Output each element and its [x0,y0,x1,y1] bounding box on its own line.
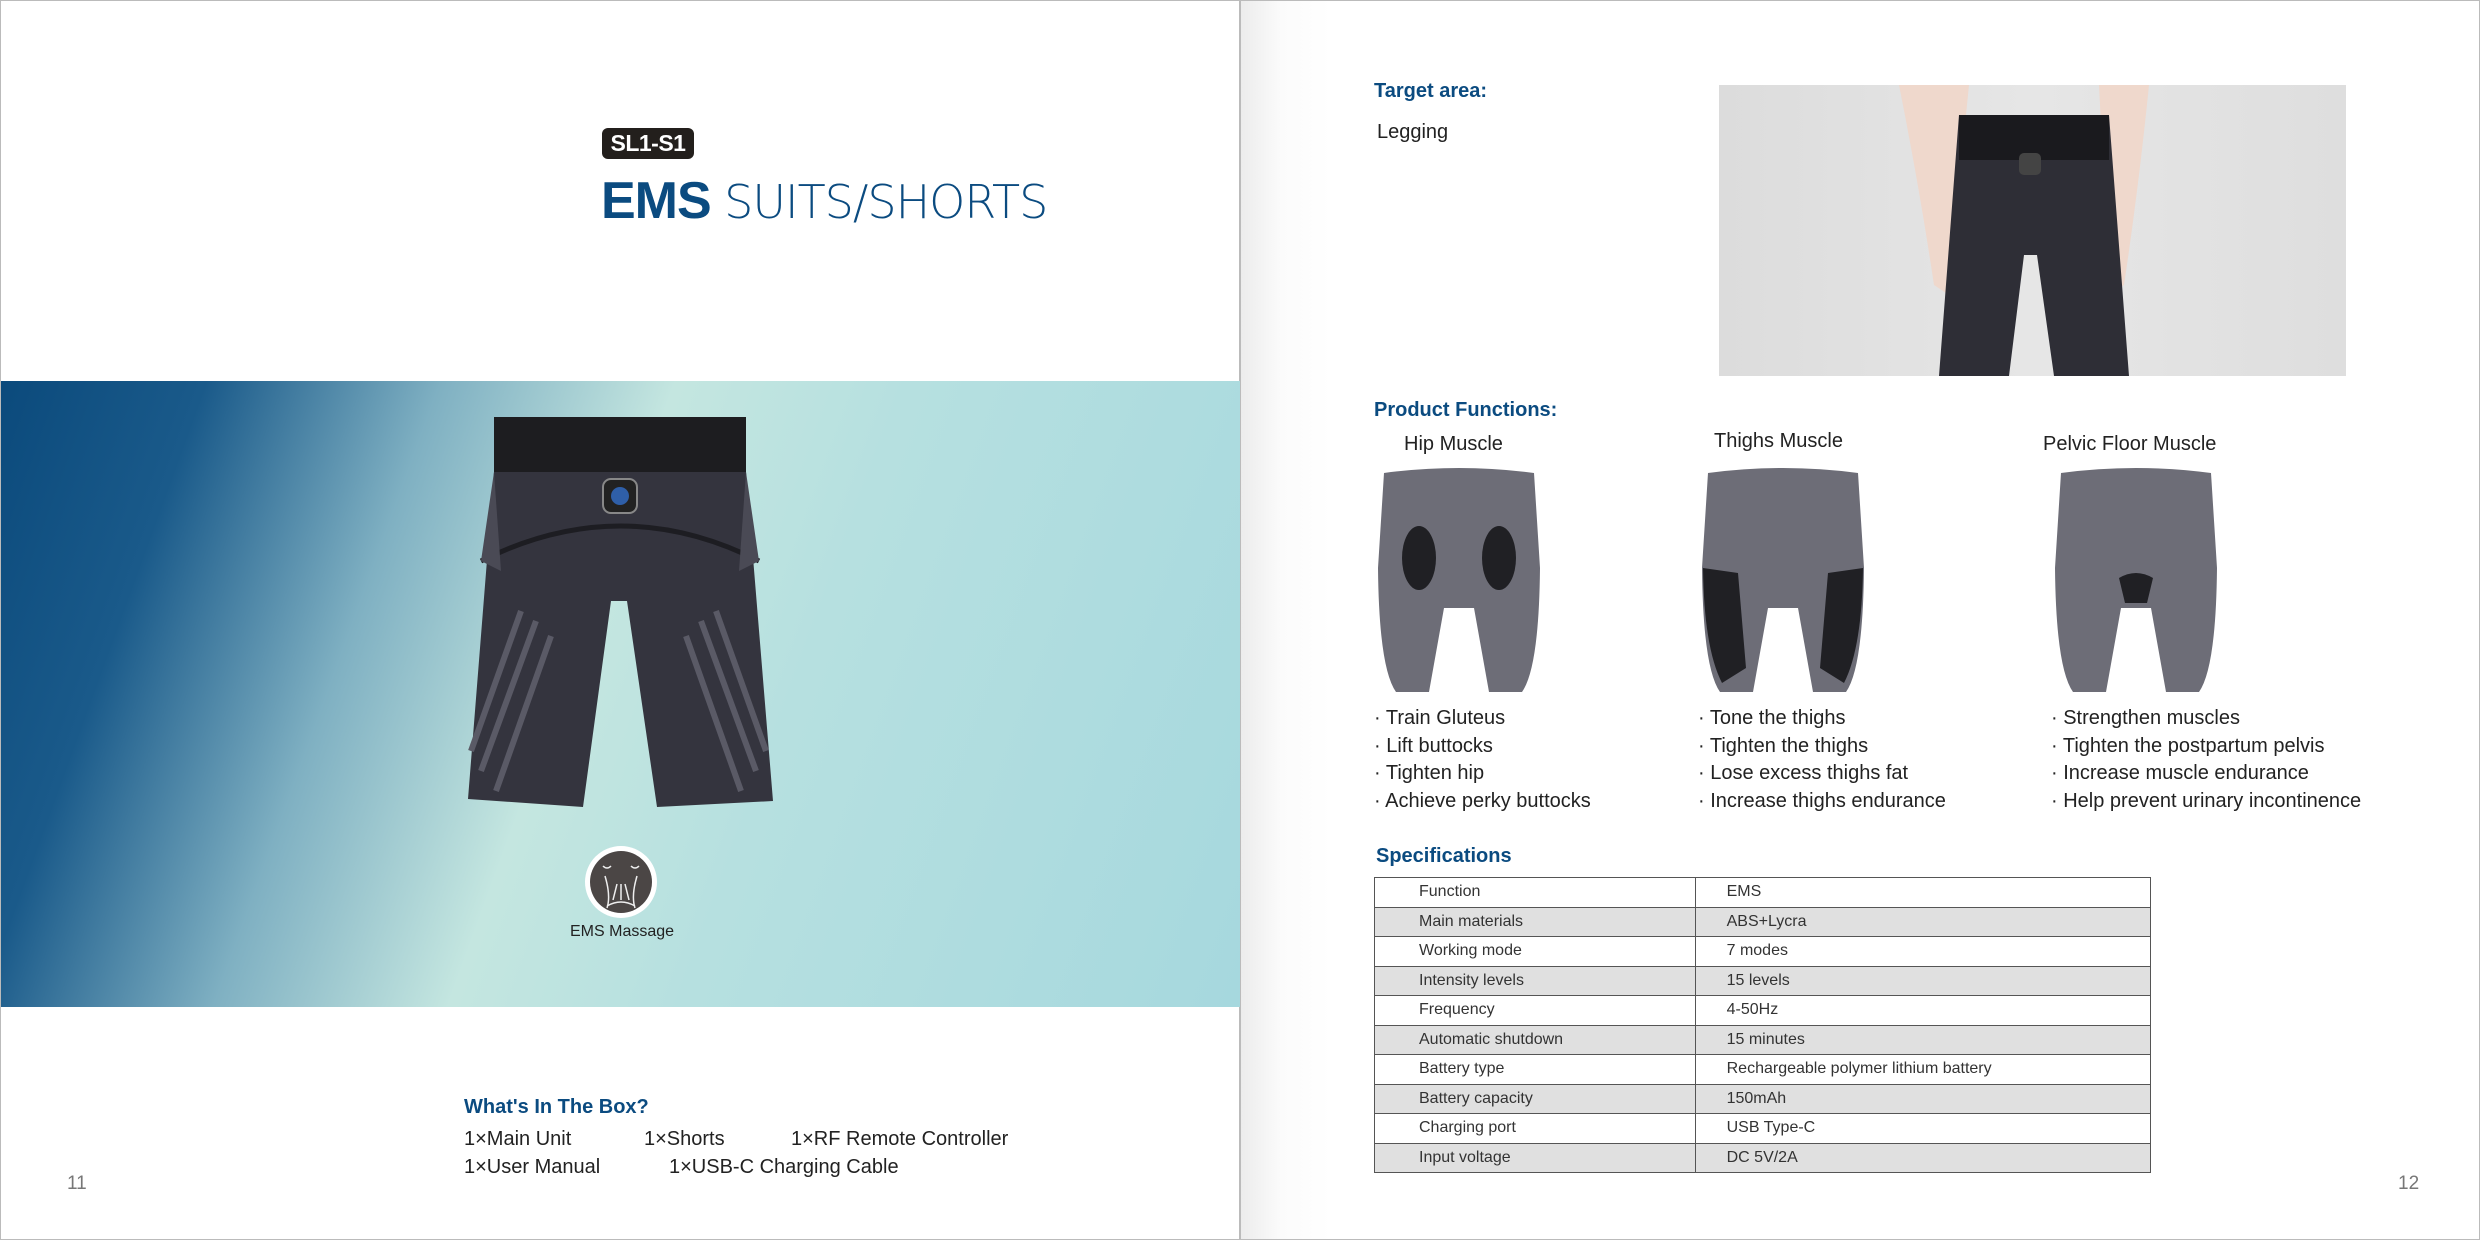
spec-value: 7 modes [1695,937,2150,967]
spec-value: EMS [1695,878,2150,908]
function-bullets [1698,705,1946,815]
spec-row [1375,966,2151,996]
spec-row [1375,1143,2151,1173]
bullet: · Lift buttocks [1374,734,1493,757]
page-number: 12 [2398,1173,2420,1194]
function-bullets [2051,705,2361,815]
box-item: 1×Shorts [644,1128,725,1150]
spec-value: USB Type-C [1695,1114,2150,1144]
pelvic-floor-muscle-image [2051,468,2221,694]
box-item: 1×User Manual [464,1156,601,1178]
shorts-image [461,411,781,811]
bullet: · Tighten hip [1374,762,1485,784]
thighs-muscle-image [1698,468,1868,694]
function-title: Thighs Muscle [1714,430,1843,452]
spec-key: Working mode [1375,937,1696,967]
spec-value: 15 minutes [1695,1025,2150,1055]
bullet: · Tone the thighs [1698,707,1846,729]
spec-key: Automatic shutdown [1375,1025,1696,1055]
bullet: · Tighten the postpartum pelvis [2051,734,2325,757]
spec-value: DC 5V/2A [1695,1143,2150,1173]
bullet: · Help prevent urinary incontinence [2051,789,2362,812]
spec-key: Input voltage [1375,1143,1696,1173]
bullet: · Tighten the thighs [1698,734,1869,757]
box-item: 1×USB-C Charging Cable [669,1156,899,1178]
spec-row [1375,907,2151,937]
box-item: 1×RF Remote Controller [791,1128,1009,1150]
function-bullets [1374,705,1591,815]
function-title: Pelvic Floor Muscle [2043,433,2217,455]
function-title: Hip Muscle [1404,433,1503,455]
bullet: · Strengthen muscles [2051,707,2240,729]
functions-heading: Product Functions: [1374,399,1558,421]
spec-row [1375,937,2151,967]
massage-label: EMS Massage [570,923,675,940]
spec-key: Intensity levels [1375,966,1696,996]
page-number: 11 [67,1173,87,1194]
spec-value: 15 levels [1695,966,2150,996]
model-badge: SL1-S1 [602,128,694,159]
legging-photo [1719,85,2346,376]
spec-key: Charging port [1375,1114,1696,1144]
spec-row [1375,996,2151,1026]
spec-row [1375,1025,2151,1055]
title-bold: EMS [601,172,711,230]
right-page [1240,0,2480,1240]
bullet: · Achieve perky buttocks [1374,789,1591,812]
massage-icon [585,846,657,918]
spec-key: Frequency [1375,996,1696,1026]
bullet: · Lose excess thighs fat [1698,762,1909,784]
spec-value: ABS+Lycra [1695,907,2150,937]
spec-key: Battery type [1375,1055,1696,1085]
box-heading: What's In The Box? [464,1096,649,1118]
spec-row [1375,1114,2151,1144]
target-value: Legging [1377,121,1449,143]
spec-value: Rechargeable polymer lithium battery [1695,1055,2150,1085]
page-title [601,171,1047,231]
target-heading: Target area: [1374,80,1488,102]
spec-row [1375,878,2151,908]
spec-row [1375,1055,2151,1085]
title-light: SUITS/SHORTS [724,175,1048,229]
spec-row [1375,1084,2151,1114]
bullet: · Train Gluteus [1374,707,1506,729]
spec-key: Battery capacity [1375,1084,1696,1114]
spec-key: Main materials [1375,907,1696,937]
box-item: 1×Main Unit [464,1128,572,1150]
bullet: · Increase thighs endurance [1698,789,1946,812]
spec-key: Function [1375,878,1696,908]
spec-value: 4-50Hz [1695,996,2150,1026]
spec-value: 150mAh [1695,1084,2150,1114]
spec-table [1374,877,2151,1173]
bullet: · Increase muscle endurance [2051,762,2309,784]
hip-muscle-image [1374,468,1544,694]
spec-heading: Specifications [1376,845,1512,867]
